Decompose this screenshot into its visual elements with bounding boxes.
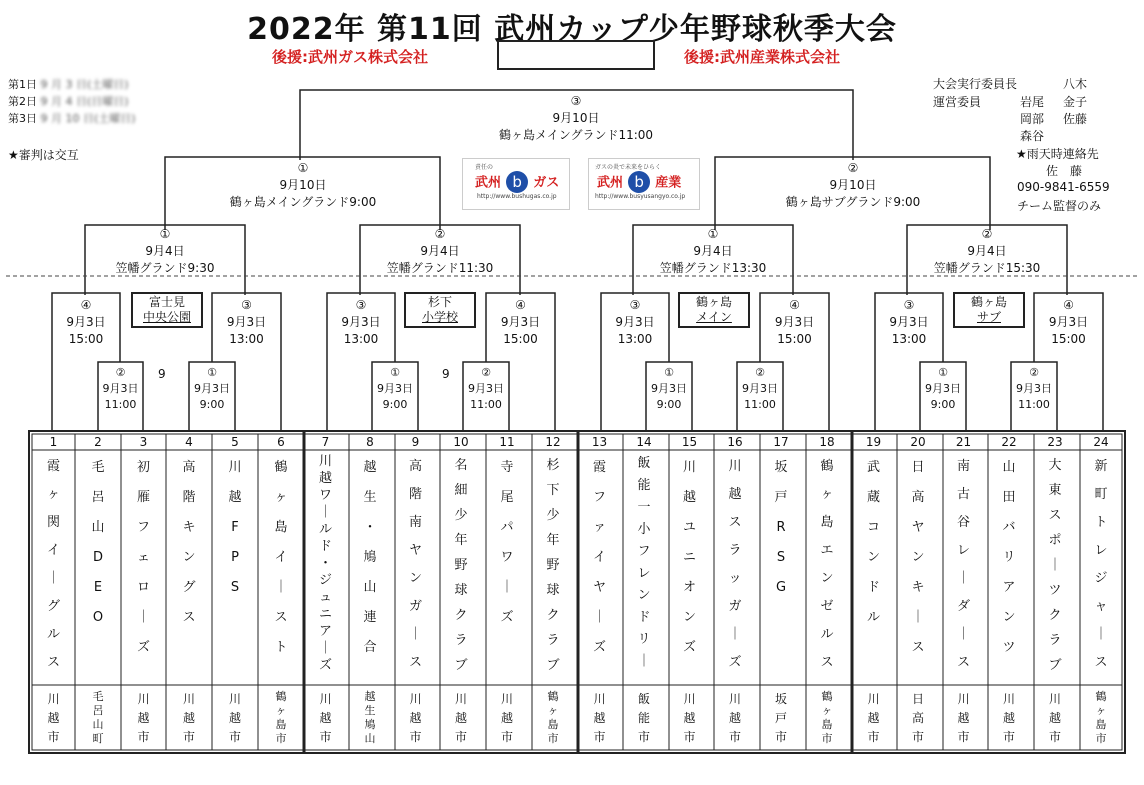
team-area: 毛 呂 山 町 <box>92 690 104 745</box>
day-label: 第2日 <box>8 95 37 108</box>
logo-suffix: 産業 <box>655 175 682 191</box>
team-area: 川 越 市 <box>454 692 467 744</box>
group-2-right-match <box>486 297 555 348</box>
quarter-1-label <box>95 226 235 277</box>
match-time: 13:00 <box>891 332 927 346</box>
venue-name: 杉下 <box>427 295 452 309</box>
team-area: 川 越 市 <box>593 692 606 744</box>
tournament-title: 2022年 第11回 武州カップ少年野球秋季大会 <box>247 12 897 47</box>
group-2-venue-box <box>404 292 476 328</box>
venue-name: 鶴ヶ島 <box>970 295 1007 309</box>
team-area: 川 越 市 <box>47 692 60 744</box>
match-time: 11:00 <box>104 398 137 411</box>
team-name: 武 蔵 コ ン ド ル <box>866 460 880 625</box>
group-4-venue-box <box>953 292 1025 328</box>
team-name: 川 越 ユ ニ オ ン ズ <box>682 460 696 655</box>
team-name: 山 田 バ リ ア ン ツ <box>1002 460 1016 655</box>
bushu-sangyo-logo <box>588 158 700 210</box>
match-circle: ③ <box>241 298 252 312</box>
match-date: 9月3日 <box>66 315 106 329</box>
match-date: 9月3日 <box>1016 382 1052 395</box>
team-name: 鶴 ヶ 島 イ ｜ ス ト <box>274 460 288 655</box>
venue-subname: 小学校 <box>421 310 458 324</box>
committee-chair-name: 八木 <box>1063 77 1088 91</box>
team-name: 高 階 キ ン グ ス <box>182 460 196 625</box>
venue-subname: サブ <box>976 310 1001 324</box>
team-number: 23 <box>1047 435 1063 449</box>
team-area: 川 越 市 <box>683 692 696 744</box>
day-date-blurred: 9 月 4 日(日曜日) <box>40 95 129 108</box>
match-date: 9月4日 <box>420 244 460 258</box>
match-time: 15:00 <box>1051 332 1086 346</box>
logo-main: 武州 <box>475 175 502 191</box>
match-time: 13:00 <box>343 332 379 346</box>
match-venue: 鶴ヶ島メイングランド11:00 <box>498 128 654 142</box>
group-4-left-match <box>875 297 943 348</box>
group-4-inner-right-match <box>1011 365 1057 413</box>
match-circle: ② <box>115 366 126 379</box>
team-name: 鶴 ヶ 島 エ ン ゼ ル ス <box>820 459 834 670</box>
group-4-inner-left-match <box>920 365 966 413</box>
group-3-left-match <box>601 297 669 348</box>
match-date: 9月4日 <box>145 244 185 258</box>
rain-contact-title: ★雨天時連絡先 <box>1016 147 1099 161</box>
match-date: 9月3日 <box>102 382 139 395</box>
match-date: 9月3日 <box>615 315 655 329</box>
match-circle: ② <box>755 366 765 379</box>
venue-subname: メイン <box>696 310 732 324</box>
match-circle: ① <box>390 366 400 379</box>
team-area: 川 越 市 <box>319 692 332 744</box>
match-circle: ④ <box>789 298 800 312</box>
match-time: 9:00 <box>199 398 225 411</box>
match-venue: 笠幡グランド9:30 <box>115 261 215 275</box>
team-area: 川 越 市 <box>182 692 195 744</box>
match-circle: ① <box>207 366 217 379</box>
match-circle: ① <box>664 366 674 379</box>
match-date: 9月3日 <box>774 315 815 329</box>
match-date: 9月3日 <box>341 315 381 329</box>
team-area: 川 越 市 <box>957 692 970 744</box>
match-circle: ④ <box>1063 298 1074 312</box>
team-number: 7 <box>321 435 330 449</box>
committee-member: 佐藤 <box>1063 112 1088 126</box>
logo-suffix: ガス <box>533 175 560 191</box>
group-1-inner-right-match <box>189 365 235 413</box>
match-date: 9月3日 <box>742 382 778 395</box>
match-circle: ③ <box>629 298 641 312</box>
team-area: 川 越 市 <box>728 692 741 744</box>
group-3-right-match <box>760 297 829 348</box>
team-area: 鶴 ヶ 島 市 <box>821 690 833 745</box>
match-circle: ② <box>981 227 993 241</box>
group-1-venue-box <box>131 292 203 328</box>
team-name: 川 越 ス ラ ッ ガ ｜ ズ <box>728 459 742 670</box>
match-venue: 笠幡グランド15:30 <box>933 261 1041 275</box>
team-number: 4 <box>185 435 193 449</box>
team-name: 飯 能 一 小 フ レ ン ド リ ｜ <box>637 456 651 669</box>
group-1-score: 9 <box>158 367 166 381</box>
final-match-label <box>476 93 676 144</box>
committee-member: 岩尾 <box>1020 95 1045 109</box>
match-date: 9月3日 <box>889 315 929 329</box>
quarter-2-label <box>370 226 510 277</box>
match-date: 9月4日 <box>693 244 733 258</box>
committee-member: 森谷 <box>1020 129 1045 143</box>
match-time: 11:00 <box>744 398 776 411</box>
team-number: 3 <box>139 435 148 449</box>
rain-contact-phone: 090-9841-6559 <box>1017 180 1110 194</box>
group-3-inner-left-match <box>646 365 692 413</box>
bushu-gas-logo <box>462 158 570 210</box>
logo-wordmark <box>597 171 699 193</box>
day-label: 第3日 <box>8 112 37 125</box>
match-time: 15:00 <box>503 332 538 346</box>
group-1-inner-left-match <box>98 365 143 413</box>
venue-name: 鶴ヶ島 <box>695 295 732 309</box>
match-date: 9月3日 <box>377 382 413 395</box>
team-number: 5 <box>231 435 239 449</box>
semi-1-label <box>183 160 423 211</box>
team-number: 15 <box>681 435 698 449</box>
logo-url: http://www.busyusangyo.co.jp <box>595 193 686 200</box>
team-number: 16 <box>727 435 743 449</box>
team-name: 霞 フ ァ イ ヤ ｜ ズ <box>592 460 606 655</box>
team-number: 19 <box>865 435 882 449</box>
team-number: 21 <box>955 435 972 449</box>
match-date: 9月4日 <box>967 244 1007 258</box>
team-number: 20 <box>910 435 926 449</box>
match-time: 15:00 <box>68 332 104 346</box>
group-2-inner-right-match <box>463 365 509 413</box>
match-time: 11:00 <box>470 398 502 411</box>
group-3-inner-right-match <box>737 365 783 413</box>
team-area: 鶴 ヶ 島 市 <box>1095 690 1107 745</box>
venue-subname: 中央公園 <box>142 310 191 324</box>
match-time: 13:00 <box>617 332 653 346</box>
team-area: 鶴 ヶ 島 市 <box>547 690 559 745</box>
match-time: 9:00 <box>656 398 682 411</box>
team-number: 14 <box>636 435 652 449</box>
match-date: 9月3日 <box>194 382 230 395</box>
team-name: 霞 ヶ 関 イ ｜ グ ル ス <box>46 459 60 670</box>
team-area: 川 越 市 <box>228 692 241 744</box>
logo-tagline: ガスの炎で未来をひらく <box>595 164 662 171</box>
team-name: 高 階 南 ヤ ン ガ ｜ ス <box>408 459 422 670</box>
match-date: 9月10日 <box>279 178 327 192</box>
team-area: 川 越 市 <box>409 692 422 744</box>
team-name: 川 越 F P S <box>228 460 242 595</box>
match-circle: ② <box>434 227 446 241</box>
team-area: 川 越 市 <box>1002 692 1015 744</box>
logo-url: http://www.bushugas.co.jp <box>477 193 557 200</box>
team-area: 川 越 市 <box>137 692 150 744</box>
match-date: 9月3日 <box>226 315 267 329</box>
team-number: 2 <box>94 435 102 449</box>
team-area: 川 越 市 <box>1048 692 1061 744</box>
venue-name: 富士見 <box>148 295 185 309</box>
match-time: 15:00 <box>777 332 812 346</box>
team-area: 飯 能 市 <box>637 692 650 744</box>
match-time: 9:00 <box>930 398 956 411</box>
match-date: 9月3日 <box>1048 315 1089 329</box>
logo-main: 武州 <box>597 175 624 191</box>
match-circle: ③ <box>570 94 582 108</box>
match-time: 9:00 <box>382 398 408 411</box>
match-date: 9月3日 <box>500 315 541 329</box>
team-name: 初 雁 フ ェ ロ ｜ ズ <box>136 460 150 655</box>
team-number: 1 <box>49 435 58 449</box>
group-2-left-match <box>327 297 395 348</box>
team-number: 13 <box>591 435 608 449</box>
team-name: 大 東 ス ポ ｜ ツ ク ラ ブ <box>1048 458 1062 673</box>
match-venue: 鶴ヶ島メイングランド9:00 <box>229 195 377 209</box>
match-circle: ② <box>481 366 491 379</box>
team-number: 18 <box>819 435 835 449</box>
team-number: 24 <box>1093 435 1109 449</box>
team-area: 越 生 鳩 山 <box>364 690 376 745</box>
logo-wordmark <box>475 171 569 193</box>
team-number: 10 <box>453 435 469 449</box>
group-2-inner-left-match <box>372 365 418 413</box>
match-venue: 笠幡グランド11:30 <box>386 261 494 275</box>
team-number: 6 <box>277 435 285 449</box>
team-number: 11 <box>499 435 515 449</box>
match-date: 9月10日 <box>829 178 877 192</box>
match-circle: ③ <box>903 298 915 312</box>
match-circle: ① <box>159 227 171 241</box>
match-circle: ④ <box>80 298 92 312</box>
match-circle: ① <box>938 366 948 379</box>
group-4-right-match <box>1034 297 1103 348</box>
committee-member: 岡部 <box>1020 112 1045 126</box>
team-area: 坂 戸 市 <box>774 692 787 744</box>
team-area: 川 越 市 <box>867 692 880 744</box>
match-date: 9月3日 <box>925 382 961 395</box>
match-time: 13:00 <box>229 332 264 346</box>
semi-2-label <box>733 160 973 211</box>
day-date-blurred: 9 月 10 日(土曜日) <box>40 112 136 125</box>
team-name: 日 高 ヤ ン キ ｜ ス <box>911 460 925 655</box>
group-3-venue-box <box>678 292 750 328</box>
logo-tagline: 責任の <box>475 164 494 171</box>
team-name: 南 古 谷 レ ｜ ダ ｜ ス <box>956 459 970 670</box>
group-1-right-match <box>212 297 281 348</box>
logo-b-icon: b <box>506 171 528 193</box>
team-name: 毛 呂 山 D E O <box>91 460 105 625</box>
group-2-score: 9 <box>442 367 450 381</box>
match-time: 11:00 <box>1018 398 1050 411</box>
match-circle: ④ <box>515 298 526 312</box>
referee-note: ★審判は交互 <box>8 148 79 162</box>
sponsor-left: 後援:武州ガス株式会社 <box>272 48 428 66</box>
team-name: 新 町 ト レ ジ ャ ｜ ス <box>1094 459 1108 670</box>
logo-b-icon: b <box>628 171 650 193</box>
match-date: 9月3日 <box>651 382 687 395</box>
team-area: 鶴 ヶ 島 市 <box>275 690 287 745</box>
team-area: 川 越 市 <box>500 692 513 744</box>
team-name: 坂 戸 R S G <box>774 460 788 595</box>
match-circle: ② <box>1029 366 1039 379</box>
team-number: 22 <box>1001 435 1017 449</box>
team-name: 川 越 ワ ｜ ル ド ・ ジ ュ ニ ア ｜ ズ <box>318 454 332 673</box>
rain-contact-note: チーム監督のみ <box>1017 199 1102 213</box>
day-date-blurred: 9 月 3 日(土曜日) <box>40 78 129 91</box>
committee-member: 金子 <box>1063 95 1088 109</box>
group-1-left-match <box>52 297 120 348</box>
team-number: 17 <box>773 435 789 449</box>
quarter-3-label <box>643 226 783 277</box>
team-number: 8 <box>366 435 374 449</box>
team-name: 越 生 ・ 鳩 山 連 合 <box>363 460 377 655</box>
match-venue: 笠幡グランド13:30 <box>659 261 767 275</box>
team-name: 寺 尾 パ ワ ｜ ズ <box>500 460 514 625</box>
committee-chair-role: 大会実行委員長 <box>933 77 1018 91</box>
quarter-4-label <box>917 226 1057 277</box>
day-label: 第1日 <box>8 78 37 91</box>
match-circle: ① <box>707 227 719 241</box>
team-number: 9 <box>411 435 420 449</box>
match-circle: ① <box>297 161 309 175</box>
match-circle: ③ <box>355 298 367 312</box>
team-area: 日 高 市 <box>911 692 924 744</box>
rain-contact-name: 佐 藤 <box>1046 164 1083 178</box>
committee-role: 運営委員 <box>933 95 982 109</box>
match-venue: 鶴ヶ島サブグランド9:00 <box>785 195 921 209</box>
team-number: 12 <box>545 435 561 449</box>
match-circle: ② <box>847 161 859 175</box>
team-name: 杉 下 少 年 野 球 ク ラ ブ <box>546 458 560 673</box>
match-date: 9月3日 <box>468 382 504 395</box>
match-date: 9月10日 <box>552 111 600 125</box>
team-name: 名 細 少 年 野 球 ク ラ ブ <box>454 458 468 673</box>
sponsor-right: 後援:武州産業株式会社 <box>684 48 840 66</box>
